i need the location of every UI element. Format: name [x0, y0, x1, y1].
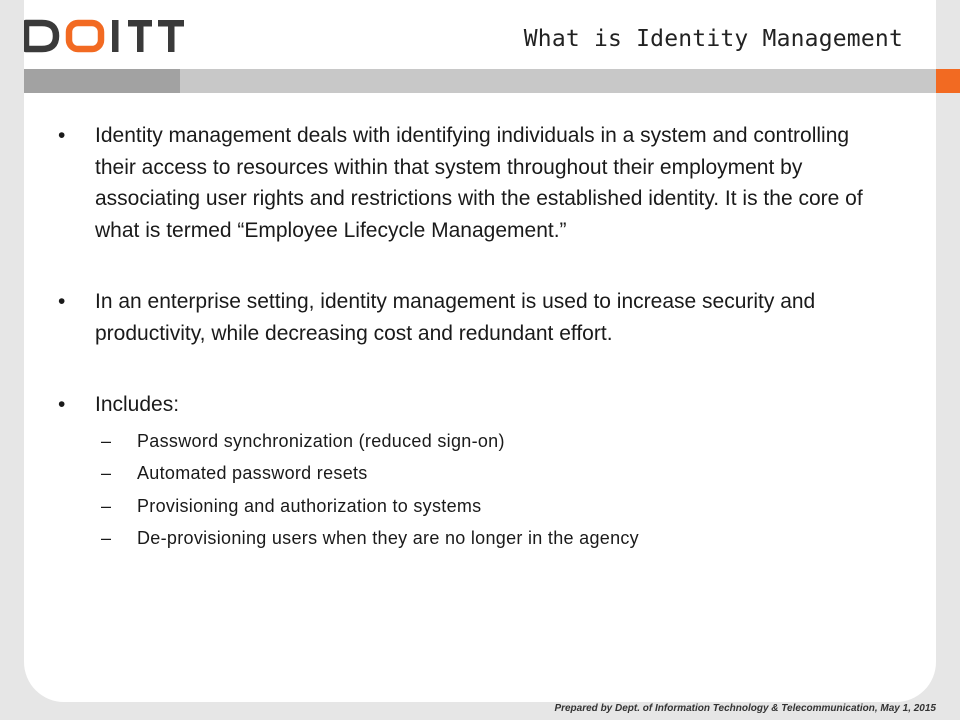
- bullet-includes: [58, 389, 888, 421]
- dash-marker: –: [101, 528, 112, 548]
- bullet-text: Identity management deals with identifying individuals in a system and controlling their access to resources within that system throughout their employment by associating user rights and restrictions with the established identity. It is the core of what is termed “Employee Lifecycle Management.”: [95, 124, 863, 242]
- bullet-text: In an enterprise setting, identity management is used to increase security and productivity, while decreasing cost and redundant effort.: [95, 290, 816, 345]
- subitem-deprovisioning: [58, 522, 888, 555]
- subitem-provisioning: [58, 490, 888, 523]
- subitem-text: De-provisioning users when they are no longer in the agency: [137, 528, 639, 548]
- bullet-marker: •: [58, 393, 66, 416]
- dash-marker: –: [101, 495, 112, 516]
- header-bar-accent-orange: [936, 69, 960, 93]
- subitem-text: Provisioning and authorization to systems: [137, 495, 482, 516]
- subitem-password-resets: [58, 457, 888, 490]
- dash-marker: –: [101, 463, 112, 483]
- includes-sublist: [58, 425, 888, 555]
- bullet-marker: •: [58, 290, 66, 313]
- subitem-text: Automated password resets: [137, 463, 368, 483]
- slide-title: What is Identity Management: [523, 26, 903, 52]
- bullet-marker: •: [58, 124, 66, 147]
- header-bar-accent-dark: [24, 69, 180, 93]
- dash-marker: –: [101, 430, 112, 451]
- bullet-enterprise-setting: [58, 286, 888, 349]
- bullet-text: Includes:: [95, 393, 180, 416]
- doitt-logo: [24, 19, 186, 53]
- bullet-identity-definition: [58, 120, 888, 246]
- footer-credit: Prepared by Dept. of Information Technology & Telecommunication, May 1, 2015: [554, 703, 936, 714]
- slide-body: [58, 120, 888, 555]
- subitem-text: Password synchronization (reduced sign-on): [137, 430, 505, 451]
- subitem-password-sync: [58, 425, 888, 458]
